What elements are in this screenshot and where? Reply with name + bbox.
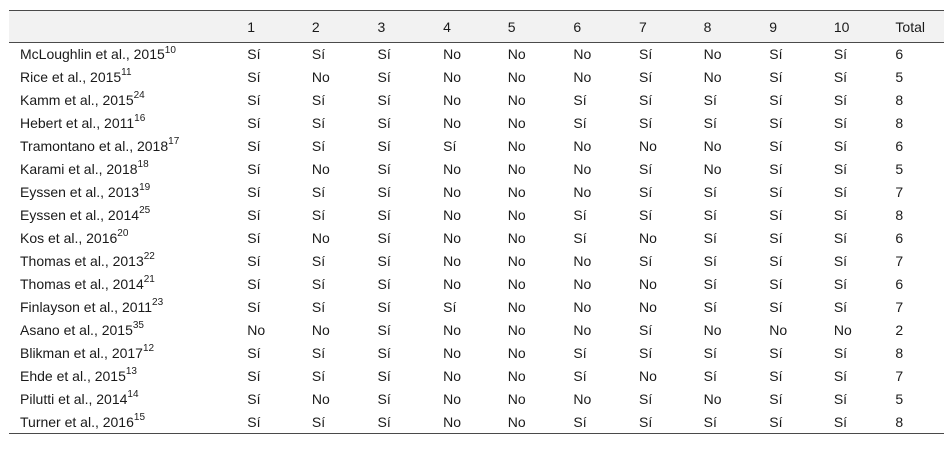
- criterion-cell: No: [639, 368, 657, 384]
- criterion-cell: Sí: [311, 299, 326, 315]
- criterion-cell: Sí: [833, 253, 848, 269]
- criterion-cell: No: [311, 391, 330, 407]
- reference-number: 16: [134, 113, 146, 125]
- criterion-cell: Sí: [769, 92, 783, 108]
- table-row: [9, 112, 944, 135]
- criterion-cell: Sí: [639, 253, 653, 269]
- total-cell: 2: [895, 322, 904, 338]
- criterion-cell: Sí: [639, 345, 653, 361]
- criterion-cell: Sí: [703, 92, 717, 108]
- table-header-row: [9, 11, 944, 43]
- criterion-cell: No: [311, 322, 330, 338]
- table-row: [9, 250, 944, 273]
- study-citation: [9, 158, 247, 181]
- criterion-cell: No: [639, 299, 657, 315]
- study-name: Eyssen et al., 2014: [20, 207, 140, 223]
- criterion-cell: No: [443, 368, 462, 384]
- criterion-cell: Sí: [769, 115, 783, 131]
- criterion-cell: Sí: [573, 230, 587, 246]
- header-criterion-6: 6: [573, 18, 582, 35]
- criterion-cell: Sí: [769, 253, 783, 269]
- criterion-cell: No: [703, 69, 722, 85]
- criterion-cell: Sí: [573, 368, 587, 384]
- criterion-cell: Sí: [833, 345, 848, 361]
- reference-number: 19: [139, 182, 151, 194]
- reference-number: 17: [168, 136, 180, 148]
- header-study-column: [9, 11, 247, 43]
- criterion-cell: Sí: [833, 115, 848, 131]
- study-citation: [9, 181, 247, 204]
- criterion-cell: No: [443, 69, 462, 85]
- criterion-cell: No: [507, 253, 526, 269]
- study-citation: [9, 135, 247, 158]
- criterion-cell: No: [443, 184, 462, 200]
- total-cell: 8: [895, 115, 904, 131]
- table-row: [9, 43, 944, 66]
- criterion-cell: Sí: [247, 115, 261, 131]
- criterion-cell: No: [443, 276, 462, 292]
- criterion-cell: No: [769, 322, 788, 338]
- criterion-cell: No: [507, 92, 526, 108]
- criterion-cell: Sí: [639, 184, 653, 200]
- criterion-cell: Sí: [247, 345, 261, 361]
- reference-number: 18: [137, 159, 149, 171]
- criterion-cell: Sí: [247, 391, 261, 407]
- study-citation: [9, 250, 247, 273]
- table-row: [9, 388, 944, 411]
- criterion-cell: Sí: [769, 69, 783, 85]
- criterion-cell: No: [507, 184, 526, 200]
- study-name: Thomas et al., 2014: [20, 276, 144, 292]
- criterion-cell: No: [443, 92, 462, 108]
- header-criterion-9: 9: [769, 18, 778, 35]
- reference-number: 25: [139, 205, 151, 217]
- study-name: Eyssen et al., 2013: [20, 184, 140, 200]
- header-criterion-8: 8: [703, 18, 712, 35]
- criterion-cell: No: [507, 299, 526, 315]
- study-name: Kos et al., 2016: [20, 230, 118, 246]
- reference-number: 14: [127, 389, 139, 401]
- criterion-cell: Sí: [311, 115, 326, 131]
- study-name: Ehde et al., 2015: [20, 368, 126, 384]
- criterion-cell: Sí: [769, 184, 783, 200]
- criterion-cell: Sí: [639, 207, 653, 223]
- criterion-cell: Sí: [377, 161, 391, 177]
- header-total: Total: [895, 18, 925, 35]
- criterion-cell: Sí: [703, 207, 717, 223]
- criterion-cell: Sí: [247, 207, 261, 223]
- study-citation: [9, 319, 247, 342]
- criterion-cell: No: [573, 299, 592, 315]
- table-row: [9, 158, 944, 181]
- criterion-cell: No: [443, 115, 462, 131]
- criterion-cell: No: [507, 230, 526, 246]
- criterion-cell: Sí: [311, 92, 326, 108]
- criterion-cell: Sí: [377, 391, 391, 407]
- table-body: [9, 43, 944, 434]
- criterion-cell: Sí: [247, 184, 261, 200]
- criterion-cell: No: [443, 161, 462, 177]
- criterion-cell: Sí: [377, 92, 391, 108]
- criterion-cell: Sí: [769, 46, 783, 63]
- criterion-cell: Sí: [311, 368, 326, 384]
- reference-number: 20: [117, 228, 129, 240]
- total-cell: 5: [895, 161, 904, 177]
- study-citation: [9, 342, 247, 365]
- table-row: [9, 204, 944, 227]
- reference-number: 21: [143, 274, 155, 286]
- study-citation: [9, 411, 247, 434]
- criterion-cell: No: [639, 138, 657, 154]
- criterion-cell: No: [573, 184, 592, 200]
- table-row: [9, 319, 944, 342]
- total-cell: 6: [895, 138, 904, 154]
- criterion-cell: No: [573, 276, 592, 292]
- header-criterion-1: 1: [247, 18, 256, 35]
- total-cell: 7: [895, 299, 904, 315]
- total-cell: 5: [895, 69, 904, 85]
- criterion-cell: No: [247, 322, 266, 338]
- table-row: [9, 411, 944, 434]
- study-name: Tramontano et al., 2018: [20, 138, 169, 154]
- criterion-cell: Sí: [377, 299, 391, 315]
- criterion-cell: Sí: [703, 345, 717, 361]
- reference-number: 22: [143, 251, 155, 263]
- study-name: Kamm et al., 2015: [20, 92, 134, 108]
- criterion-cell: No: [703, 138, 722, 154]
- criterion-cell: Sí: [247, 92, 261, 108]
- criterion-cell: No: [507, 413, 526, 430]
- reference-number: 12: [142, 343, 155, 355]
- criterion-cell: Sí: [573, 115, 587, 131]
- header-criterion-4: 4: [443, 18, 451, 35]
- total-cell: 6: [895, 230, 904, 246]
- criterion-cell: Sí: [703, 276, 717, 292]
- table-row: [9, 135, 944, 158]
- criterion-cell: No: [443, 322, 462, 338]
- criterion-cell: Sí: [833, 413, 848, 430]
- criterion-cell: No: [703, 322, 722, 338]
- criterion-cell: Sí: [833, 391, 848, 407]
- criterion-cell: Sí: [769, 138, 783, 154]
- criterion-cell: No: [639, 230, 657, 246]
- study-citation: [9, 43, 247, 66]
- criterion-cell: Sí: [639, 46, 653, 63]
- criterion-cell: Sí: [377, 46, 391, 63]
- criterion-cell: Sí: [833, 46, 848, 63]
- criterion-cell: Sí: [377, 115, 391, 131]
- criterion-cell: Sí: [311, 413, 326, 430]
- criterion-cell: Sí: [833, 299, 848, 315]
- reference-number: 23: [152, 297, 164, 309]
- reference-number: 15: [133, 412, 146, 424]
- criterion-cell: Sí: [247, 46, 261, 63]
- criterion-cell: Sí: [247, 368, 261, 384]
- study-citation: [9, 89, 247, 112]
- criterion-cell: No: [443, 207, 462, 223]
- criterion-cell: No: [573, 138, 592, 154]
- criterion-cell: No: [507, 391, 526, 407]
- criterion-cell: Sí: [377, 69, 391, 85]
- criterion-cell: No: [573, 46, 592, 63]
- study-name: Turner et al., 2016: [20, 413, 134, 430]
- criterion-cell: Sí: [639, 161, 653, 177]
- criterion-cell: Sí: [377, 138, 391, 154]
- criterion-cell: No: [443, 413, 462, 430]
- criterion-cell: Sí: [247, 299, 261, 315]
- criterion-cell: No: [833, 322, 852, 338]
- criterion-cell: Sí: [703, 299, 717, 315]
- criterion-cell: No: [573, 69, 592, 85]
- criterion-cell: Sí: [311, 207, 326, 223]
- criterion-cell: No: [639, 276, 657, 292]
- header-criterion-10: 10: [833, 18, 850, 35]
- header-criterion-3: 3: [377, 18, 386, 35]
- study-citation: [9, 365, 247, 388]
- criterion-cell: Sí: [833, 207, 848, 223]
- criterion-cell: No: [443, 253, 462, 269]
- header-criterion-7: 7: [639, 18, 647, 35]
- criterion-cell: Sí: [573, 92, 587, 108]
- criterion-cell: Sí: [833, 138, 848, 154]
- study-name: Blikman et al., 2017: [20, 345, 143, 361]
- table-row: [9, 273, 944, 296]
- criterion-cell: No: [703, 391, 722, 407]
- study-citation: [9, 273, 247, 296]
- reference-number: 35: [132, 320, 144, 332]
- table-row: [9, 296, 944, 319]
- criterion-cell: Sí: [703, 253, 717, 269]
- reference-number: 24: [133, 90, 145, 102]
- criterion-cell: Sí: [833, 184, 848, 200]
- criterion-cell: Sí: [639, 322, 653, 338]
- criterion-cell: No: [443, 230, 462, 246]
- criterion-cell: Sí: [639, 413, 653, 430]
- criterion-cell: Sí: [769, 391, 783, 407]
- study-name: Finlayson et al., 2011: [20, 299, 153, 315]
- criterion-cell: No: [507, 276, 526, 292]
- criterion-cell: Sí: [769, 413, 783, 430]
- criterion-cell: Sí: [833, 69, 848, 85]
- criterion-cell: Sí: [769, 299, 783, 315]
- reference-number: 13: [125, 366, 137, 378]
- study-name: Thomas et al., 2013: [20, 253, 144, 269]
- criterion-cell: Sí: [703, 413, 717, 430]
- criterion-cell: Sí: [639, 115, 653, 131]
- criterion-cell: Sí: [769, 230, 783, 246]
- criterion-cell: No: [573, 161, 592, 177]
- criterion-cell: Sí: [377, 368, 391, 384]
- criterion-cell: Sí: [377, 276, 391, 292]
- criterion-cell: No: [443, 345, 462, 361]
- header-criterion-2: 2: [311, 18, 320, 35]
- study-name: Rice et al., 2015: [20, 69, 122, 85]
- total-cell: 8: [895, 413, 904, 430]
- criterion-cell: Sí: [247, 69, 261, 85]
- criterion-cell: No: [703, 161, 722, 177]
- criterion-cell: Sí: [833, 368, 848, 384]
- criterion-cell: Sí: [311, 276, 326, 292]
- study-citation: [9, 227, 247, 250]
- criterion-cell: Sí: [377, 322, 391, 338]
- criterion-cell: Sí: [769, 207, 783, 223]
- criterion-cell: Sí: [833, 161, 848, 177]
- study-citation: [9, 66, 247, 89]
- total-cell: 8: [895, 345, 904, 361]
- criterion-cell: Sí: [377, 253, 391, 269]
- criterion-cell: No: [311, 161, 330, 177]
- criterion-cell: Sí: [247, 161, 261, 177]
- criterion-cell: Sí: [247, 276, 261, 292]
- criterion-cell: Sí: [377, 413, 391, 430]
- table-row: [9, 227, 944, 250]
- total-cell: 7: [895, 184, 904, 200]
- total-cell: 7: [895, 368, 904, 384]
- criterion-cell: Sí: [311, 138, 326, 154]
- total-cell: 5: [895, 391, 904, 407]
- criterion-cell: Sí: [311, 345, 326, 361]
- criterion-cell: No: [443, 391, 462, 407]
- study-citation: [9, 112, 247, 135]
- study-name: McLoughlin et al., 2015: [20, 46, 165, 63]
- total-cell: 7: [895, 253, 904, 269]
- total-cell: 8: [895, 207, 904, 223]
- criterion-cell: Sí: [247, 138, 261, 154]
- criterion-cell: Sí: [639, 69, 653, 85]
- criterion-cell: Sí: [311, 253, 326, 269]
- criterion-cell: No: [443, 46, 462, 63]
- total-cell: 6: [895, 46, 904, 63]
- criterion-cell: Sí: [573, 345, 587, 361]
- criterion-cell: Sí: [769, 345, 783, 361]
- study-name: Pilutti et al., 2014: [20, 391, 128, 407]
- reference-number: 10: [164, 44, 176, 56]
- criterion-cell: Sí: [377, 184, 391, 200]
- study-citation: [9, 388, 247, 411]
- criterion-cell: No: [507, 322, 526, 338]
- criterion-cell: No: [507, 115, 526, 131]
- total-cell: 8: [895, 92, 904, 108]
- criterion-cell: Sí: [769, 368, 783, 384]
- criterion-cell: No: [507, 161, 526, 177]
- criterion-cell: No: [507, 46, 526, 63]
- criterion-cell: No: [573, 253, 592, 269]
- criterion-cell: Sí: [443, 138, 457, 154]
- study-name: Hebert et al., 2011: [20, 115, 135, 131]
- criterion-cell: Sí: [377, 230, 391, 246]
- table-row: [9, 66, 944, 89]
- criterion-cell: Sí: [247, 413, 261, 430]
- total-cell: 6: [895, 276, 904, 292]
- criterion-cell: Sí: [377, 207, 391, 223]
- criterion-cell: Sí: [311, 46, 326, 63]
- criterion-cell: Sí: [769, 276, 783, 292]
- criterion-cell: No: [507, 368, 526, 384]
- criterion-cell: Sí: [703, 184, 717, 200]
- criterion-cell: No: [573, 391, 592, 407]
- criterion-cell: Sí: [703, 115, 717, 131]
- study-citation: [9, 204, 247, 227]
- criterion-cell: Sí: [573, 207, 587, 223]
- criterion-cell: No: [507, 207, 526, 223]
- criterion-cell: Sí: [247, 253, 261, 269]
- criterion-cell: No: [507, 138, 526, 154]
- study-citation: [9, 296, 247, 319]
- criterion-cell: No: [311, 69, 330, 85]
- study-name: Asano et al., 2015: [20, 322, 133, 338]
- table-row: [9, 181, 944, 204]
- criterion-cell: Sí: [833, 92, 848, 108]
- table-row: [9, 342, 944, 365]
- quality-assessment-table: [9, 10, 944, 434]
- criterion-cell: Sí: [703, 368, 717, 384]
- table-row: [9, 89, 944, 112]
- criterion-cell: No: [311, 230, 330, 246]
- criterion-cell: No: [507, 345, 526, 361]
- criterion-cell: Sí: [377, 345, 391, 361]
- criterion-cell: Sí: [443, 299, 457, 315]
- reference-number: 11: [121, 67, 132, 79]
- criterion-cell: Sí: [833, 230, 848, 246]
- criterion-cell: No: [507, 69, 526, 85]
- criterion-cell: Sí: [639, 92, 653, 108]
- criterion-cell: Sí: [311, 184, 326, 200]
- criterion-cell: No: [573, 322, 592, 338]
- criterion-cell: Sí: [639, 391, 653, 407]
- criterion-cell: Sí: [769, 161, 783, 177]
- quality-assessment-table-container: [9, 10, 944, 434]
- criterion-cell: Sí: [703, 230, 717, 246]
- criterion-cell: Sí: [247, 230, 261, 246]
- study-name: Karami et al., 2018: [20, 161, 138, 177]
- criterion-cell: No: [703, 46, 722, 63]
- criterion-cell: Sí: [573, 413, 587, 430]
- criterion-cell: Sí: [833, 276, 848, 292]
- table-row: [9, 365, 944, 388]
- header-criterion-5: 5: [507, 18, 516, 35]
